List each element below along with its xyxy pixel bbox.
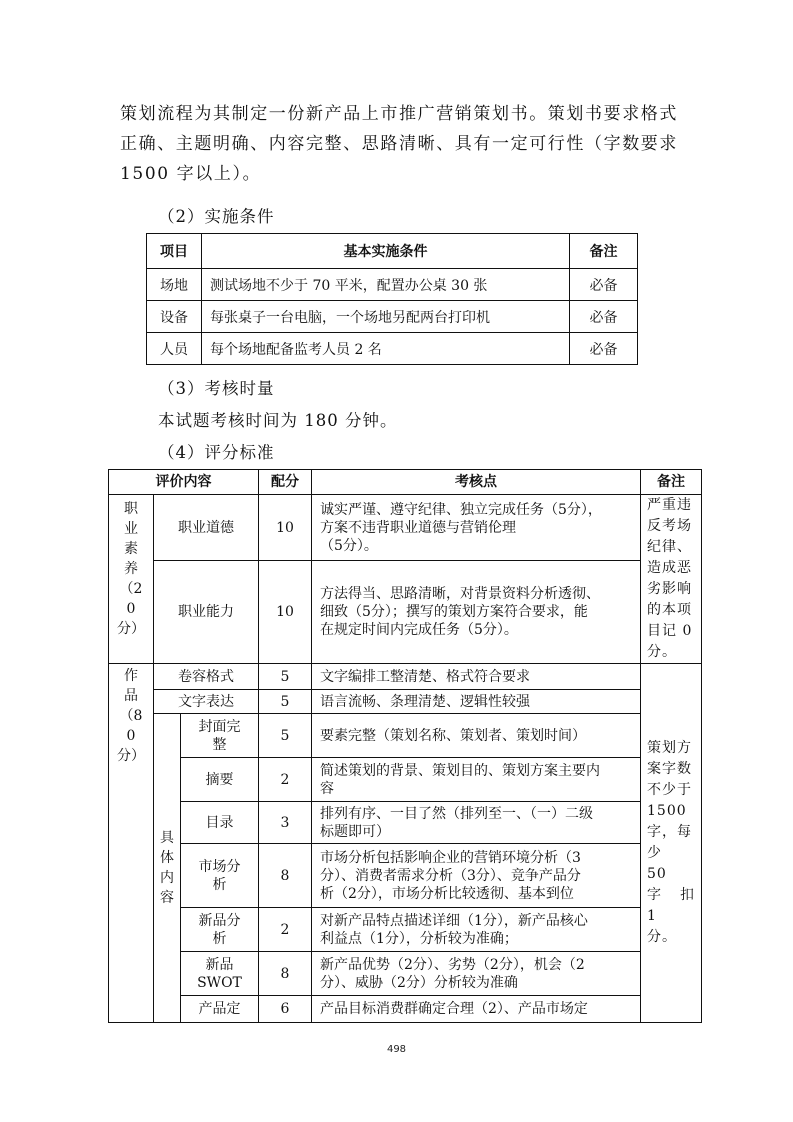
row-remark: 必备	[570, 301, 638, 333]
intro-line-2: 正确、主题明确、内容完整、思路清晰、具有一定可行性（字数要求	[120, 134, 678, 154]
item-label: 产品定	[181, 996, 259, 1023]
table-row	[109, 758, 702, 802]
section-3-title: （3）考核时量	[158, 379, 275, 398]
section-4-title: （4）评分标准	[158, 443, 275, 462]
item-label: 职业道德	[154, 495, 259, 561]
header-conditions: 基本实施条件	[202, 234, 570, 269]
row-content: 测试场地不少于 70 平米，配置办公桌 30 张	[202, 269, 570, 301]
row-remark: 必备	[570, 269, 638, 301]
points-text: 文字编排工整清楚、格式符合要求	[312, 664, 641, 690]
conditions-table	[146, 233, 638, 365]
table-row	[109, 690, 702, 714]
item-label: 封面完 整	[181, 714, 259, 758]
points-text: 要素完整（策划名称、策划者、策划时间）	[312, 714, 641, 758]
row-content: 每张桌子一台电脑，一个场地另配两台打印机	[202, 301, 570, 333]
table-row	[109, 495, 702, 561]
intro-line-3: 1500 字以上）。	[120, 164, 262, 184]
table-row	[147, 301, 638, 333]
points-text: 对新产品特点描述详细（1分），新产品核心 利益点（1分），分析较为准确；	[312, 908, 641, 952]
row-content: 每个场地配备监考人员 2 名	[202, 333, 570, 365]
note-professional: 严重违 反考场 纪律、 造成恶 劣影响 的本项 目记 0 分。	[641, 495, 702, 664]
section-2-title: （2）实施条件	[158, 207, 275, 226]
scoring-table	[108, 469, 710, 1023]
table-row	[147, 333, 638, 365]
score-value: 8	[259, 952, 312, 996]
item-label: 摘要	[181, 758, 259, 802]
scoring-header-row	[109, 470, 702, 495]
score-value: 3	[259, 802, 312, 844]
header-item: 项目	[147, 234, 202, 269]
row-label: 设备	[147, 301, 202, 333]
specific-content-label: 具 体 内 容	[154, 714, 181, 1023]
row-label: 人员	[147, 333, 202, 365]
table-row	[109, 714, 702, 758]
item-label: 目录	[181, 802, 259, 844]
score-value: 8	[259, 844, 312, 908]
score-value: 10	[259, 561, 312, 664]
points-text: 方法得当、思路清晰，对背景资料分析透彻、 细致（5分）；撰写的策划方案符合要求，能 在规定时间内完成任务（5分）。	[312, 561, 641, 664]
header-points: 考核点	[312, 470, 641, 495]
note-work: 策划方 案字数 不少于 1500 字，每 少 50 字扣 1 分。	[641, 664, 702, 1023]
points-text: 简述策划的背景、策划目的、策划方案主要内 容	[312, 758, 641, 802]
header-remark: 备注	[570, 234, 638, 269]
points-text: 诚实严谨、遵守纪律、独立完成任务（5分）， 方案不违背职业道德与营销伦理 （5分）。	[312, 495, 641, 561]
item-label: 新品分 析	[181, 908, 259, 952]
points-text: 市场分析包括影响企业的营销环境分析（3 分）、消费者需求分析（3分）、竞争产品分 析（2分），市场分析比较透彻、基本到位	[312, 844, 641, 908]
header-content: 评价内容	[109, 470, 259, 495]
points-text: 新产品优势（2分）、劣势（2分），机会（2 分）、威胁（2分）分析较为准确	[312, 952, 641, 996]
intro-paragraph	[120, 99, 680, 189]
table-row	[109, 952, 702, 996]
group-label-work: 作 品 （8 0 分）	[109, 664, 154, 1023]
page-number: 498	[386, 1044, 407, 1055]
table-row	[109, 844, 702, 908]
conditions-header-row	[147, 234, 638, 269]
points-text: 排列有序、一目了然（排列至一、（一）二级 标题即可）	[312, 802, 641, 844]
table-row	[109, 802, 702, 844]
item-label: 市场分 析	[181, 844, 259, 908]
score-value: 5	[259, 664, 312, 690]
table-row	[109, 561, 702, 664]
points-text: 产品目标消费群确定合理（2）、产品市场定	[312, 996, 641, 1023]
score-value: 5	[259, 714, 312, 758]
item-label: 卷容格式	[154, 664, 259, 690]
score-value: 10	[259, 495, 312, 561]
item-label: 新品 SWOT	[181, 952, 259, 996]
score-value: 2	[259, 758, 312, 802]
item-label: 职业能力	[154, 561, 259, 664]
points-text: 语言流畅、条理清楚、逻辑性较强	[312, 690, 641, 714]
group-label-professional: 职 业 素 养 （2 0 分）	[109, 495, 154, 664]
table-row	[147, 269, 638, 301]
section-3-text: 本试题考核时间为 180 分钟。	[158, 411, 398, 430]
item-label: 文字表达	[154, 690, 259, 714]
table-row	[109, 908, 702, 952]
score-value: 2	[259, 908, 312, 952]
header-note: 备注	[641, 470, 702, 495]
row-remark: 必备	[570, 333, 638, 365]
score-value: 6	[259, 996, 312, 1023]
score-value: 5	[259, 690, 312, 714]
table-row	[109, 996, 702, 1023]
row-label: 场地	[147, 269, 202, 301]
intro-line-1: 策划流程为其制定一份新产品上市推广营销策划书。策划书要求格式	[120, 104, 678, 124]
header-score: 配分	[259, 470, 312, 495]
table-row	[109, 664, 702, 690]
